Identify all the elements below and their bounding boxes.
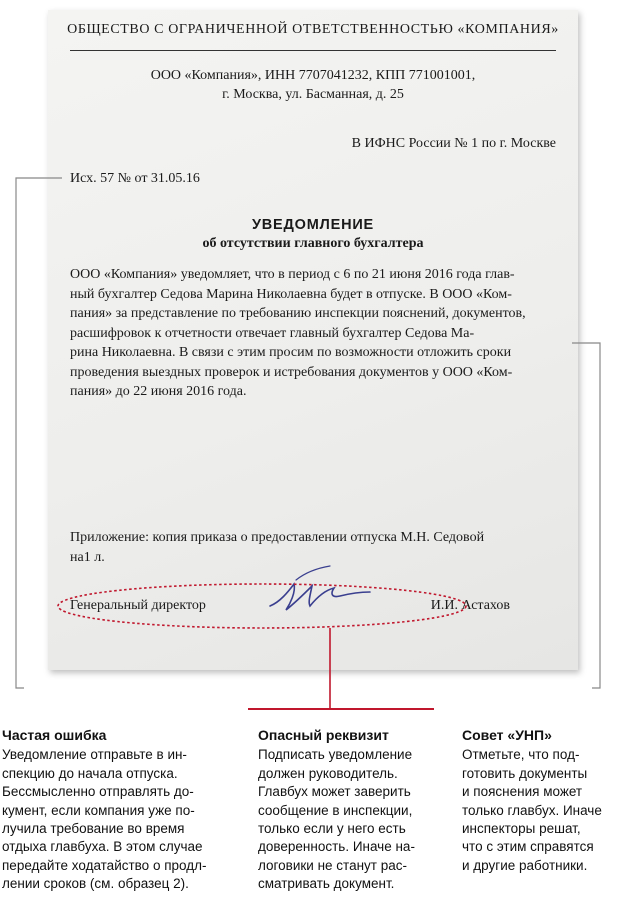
callout-line: отдыха главбуха. В этом случае [2, 839, 203, 855]
callout-line: кумент, если компания уже по- [2, 802, 195, 818]
leader-line-common-mistake [16, 178, 62, 688]
signer-role: Генеральный директор [70, 598, 206, 613]
callout-line: спекцию до начала отпуска. [2, 765, 178, 781]
body-line: ООО «Компания» уведомляет, что в период с 6 по 21 июня 2016 года глав- [70, 267, 515, 282]
body-line: проведения выездных проверок и истребования документов у ООО «Ком- [70, 364, 513, 380]
callout-line: сматривать документ. [258, 876, 395, 892]
callout-title: Опасный реквизит [258, 727, 389, 743]
callout-line: готовить документы [462, 765, 588, 781]
callout-line: и пояснения может [462, 784, 583, 800]
signature-highlight-ellipse [58, 584, 466, 628]
outgoing-number: Исх. 57 № от 31.05.16 [70, 171, 200, 186]
callout-line: Уведомление отправьте в ин- [2, 747, 187, 763]
body-line: расшифровок к отчетности отвечает главный бухгалтер Седова Ма- [70, 325, 475, 341]
callout-title: Совет «УНП» [462, 727, 552, 743]
document-subtitle: об отсутствии главного бухгалтера [202, 236, 424, 251]
callout-line: Подписать уведомление [258, 747, 413, 763]
signer-name: И.И. Астахов [430, 598, 510, 613]
attachment-line: на1 л. [70, 549, 105, 565]
callout-line: Бессмысленно отправлять до- [2, 784, 194, 800]
body-line: пания» за представление по требованию инспекции пояснений, документов, [70, 306, 526, 321]
org-details-line: ООО «Компания», ИНН 7707041232, КПП 771001001, [150, 68, 476, 83]
callout-line: доверенность. Иначе на- [258, 839, 415, 855]
callout-common-mistake [2, 726, 217, 894]
callout-line: и другие работники. [462, 857, 588, 873]
callout-line: что с этим справятся [462, 839, 594, 855]
callout-dangerous-requisite [258, 726, 433, 894]
callout-line: должен руководитель. [258, 765, 398, 781]
document-title: УВЕДОМЛЕНИЕ [251, 217, 375, 233]
callout-line: лучила требование во время [2, 821, 185, 837]
leader-line-unp-tip [572, 343, 600, 688]
dangerous-requisite-rule [248, 708, 434, 710]
callout-line: сообщение в инспекции, [258, 802, 413, 818]
callout-title: Частая ошибка [2, 727, 107, 743]
callout-line: только главбух. Иначе [462, 802, 602, 818]
body-line: ный бухгалтер Седова Марина Николаевна будет в отпуске. В ООО «Ком- [70, 286, 512, 302]
callout-line: логовики не станут рас- [258, 857, 407, 873]
org-title: ОБЩЕСТВО С ОГРАНИЧЕННОЙ ОТВЕТСТВЕННОСТЬЮ «КОМПАНИЯ» [67, 22, 559, 37]
org-details-line: г. Москва, ул. Басманная, д. 25 [222, 87, 404, 102]
body-line: пания» до 22 июня 2016 года. [70, 384, 247, 399]
callout-line: только если у него есть [258, 821, 406, 837]
callout-line: передайте ходатайство о продл- [2, 857, 207, 873]
callout-line: инспекторы решат, [462, 821, 581, 837]
recipient: В ИФНС России № 1 по г. Москве [351, 136, 556, 151]
callout-unp-tip [462, 726, 617, 875]
callout-line: Главбух может заверить [258, 784, 411, 800]
attachment-line: Приложение: копия приказа о предоставлении отпуска М.Н. Седовой [70, 530, 485, 545]
body-line: рина Николаевна. В связи с этим просим по возможности отложить сроки [70, 345, 512, 360]
callout-line: лении сроков (см. образец 2). [2, 876, 189, 892]
callout-line: Отметьте, что под- [462, 747, 580, 763]
